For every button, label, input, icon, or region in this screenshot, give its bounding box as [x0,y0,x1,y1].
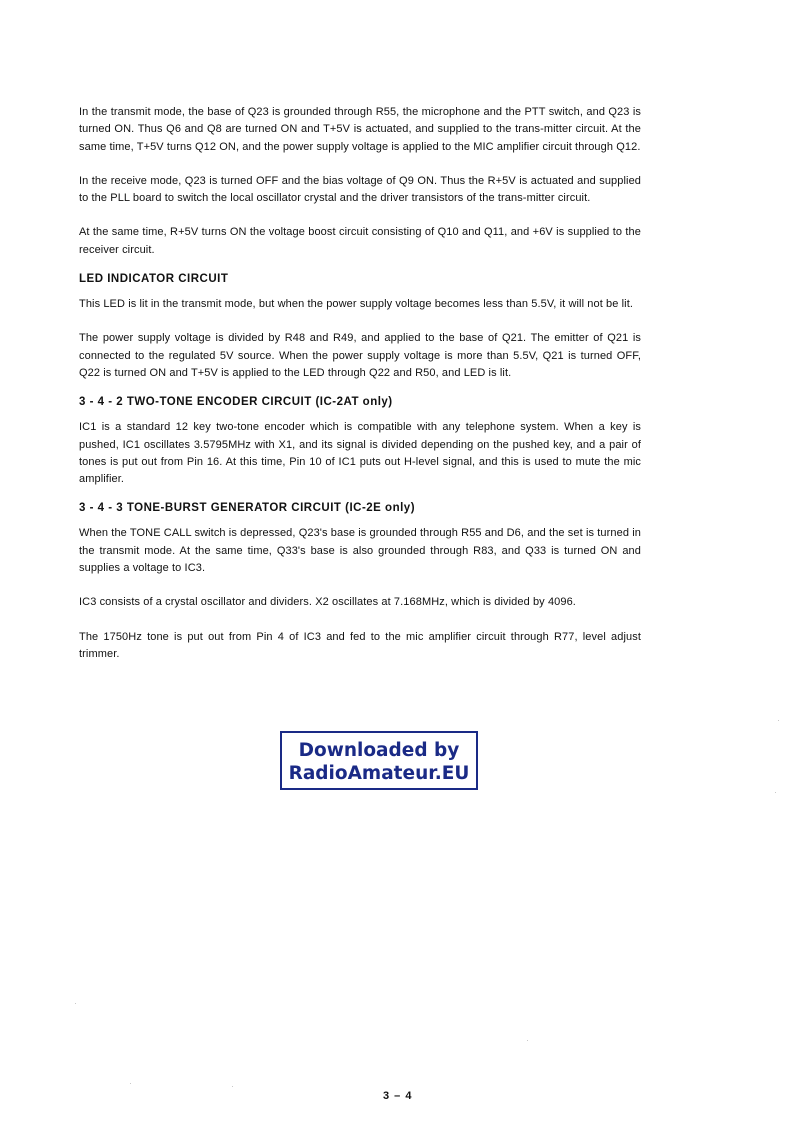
scan-speck [232,1086,233,1087]
paragraph-tone-call: When the TONE CALL switch is depressed, Q23's base is grounded through R55 and D6, and the set is turned in the transmit mode. At the same time, Q33's base is also grounded through R83, and Q33 is turned ON and supplies a voltage to IC3. [79,527,641,575]
scan-speck [130,1083,131,1084]
page-number: 3 – 4 [383,1090,413,1102]
scan-speck [778,720,779,721]
badge-line-1: Downloaded by [298,740,460,761]
document-body [79,104,641,663]
paragraph-two-tone-encoder: IC1 is a standard 12 key two-tone encoder which is compatible with any telephone system. When a key is pushed, IC1 oscillates 3.5795MHz with X1, and its signal is divided depending on the pushed key, and a pair of tones is put out from Pin 16. At this time, Pin 10 of IC1 puts out H-level signal, and this is used to mute the mic amplifier. [79,421,641,486]
heading-led-indicator: LED INDICATOR CIRCUIT [79,273,229,286]
scan-speck [527,1040,528,1041]
paragraph-ic3-oscillator: IC3 consists of a crystal oscillator and dividers. X2 oscillates at 7.168MHz, which is divided by 4096. [79,596,576,609]
paragraph-voltage-boost: At the same time, R+5V turns ON the voltage boost circuit consisting of Q10 and Q11, and +6V is supplied to the receiver circuit. [79,226,641,256]
paragraph-led-circuit: The power supply voltage is divided by R48 and R49, and applied to the base of Q21. The emitter of Q21 is connected to the regulated 5V source. When the power supply voltage is more than 5.5V, Q21 is turned OFF, Q22 is turned ON and T+5V is applied to the LED through Q22 and R50, and LED is lit. [79,332,641,379]
download-watermark-badge [280,731,478,790]
badge-line-2: RadioAmateur.EU [288,763,470,784]
heading-tone-burst: 3 - 4 - 3 TONE-BURST GENERATOR CIRCUIT (IC-2E only) [79,502,416,515]
scan-speck [775,792,776,793]
paragraph-receive-mode: In the receive mode, Q23 is turned OFF and the bias voltage of Q9 ON. Thus the R+5V is actuated and supplied to the PLL board to switch the local oscillator crystal and the driver transistors of the trans-mitter circuit. [79,174,641,205]
paragraph-transmit-mode: In the transmit mode, the base of Q23 is grounded through R55, the microphone and the PTT switch, and Q23 is turned ON. Thus Q6 and Q8 are turned ON and T+5V is actuated, and supplied to the trans-mitter circuit. At the same time, T+5V turns Q12 ON, and the power supply voltage is applied to the MIC amplifier circuit through Q12. [79,106,641,153]
paragraph-led-lit: This LED is lit in the transmit mode, but when the power supply voltage becomes less than 5.5V, it will not be lit. [79,298,634,311]
scan-speck [75,1003,76,1004]
heading-two-tone-encoder: 3 - 4 - 2 TWO-TONE ENCODER CIRCUIT (IC-2AT only) [79,396,393,409]
paragraph-1750hz-tone: The 1750Hz tone is put out from Pin 4 of IC3 and fed to the mic amplifier circuit through R77, level adjust trimmer. [79,630,641,660]
